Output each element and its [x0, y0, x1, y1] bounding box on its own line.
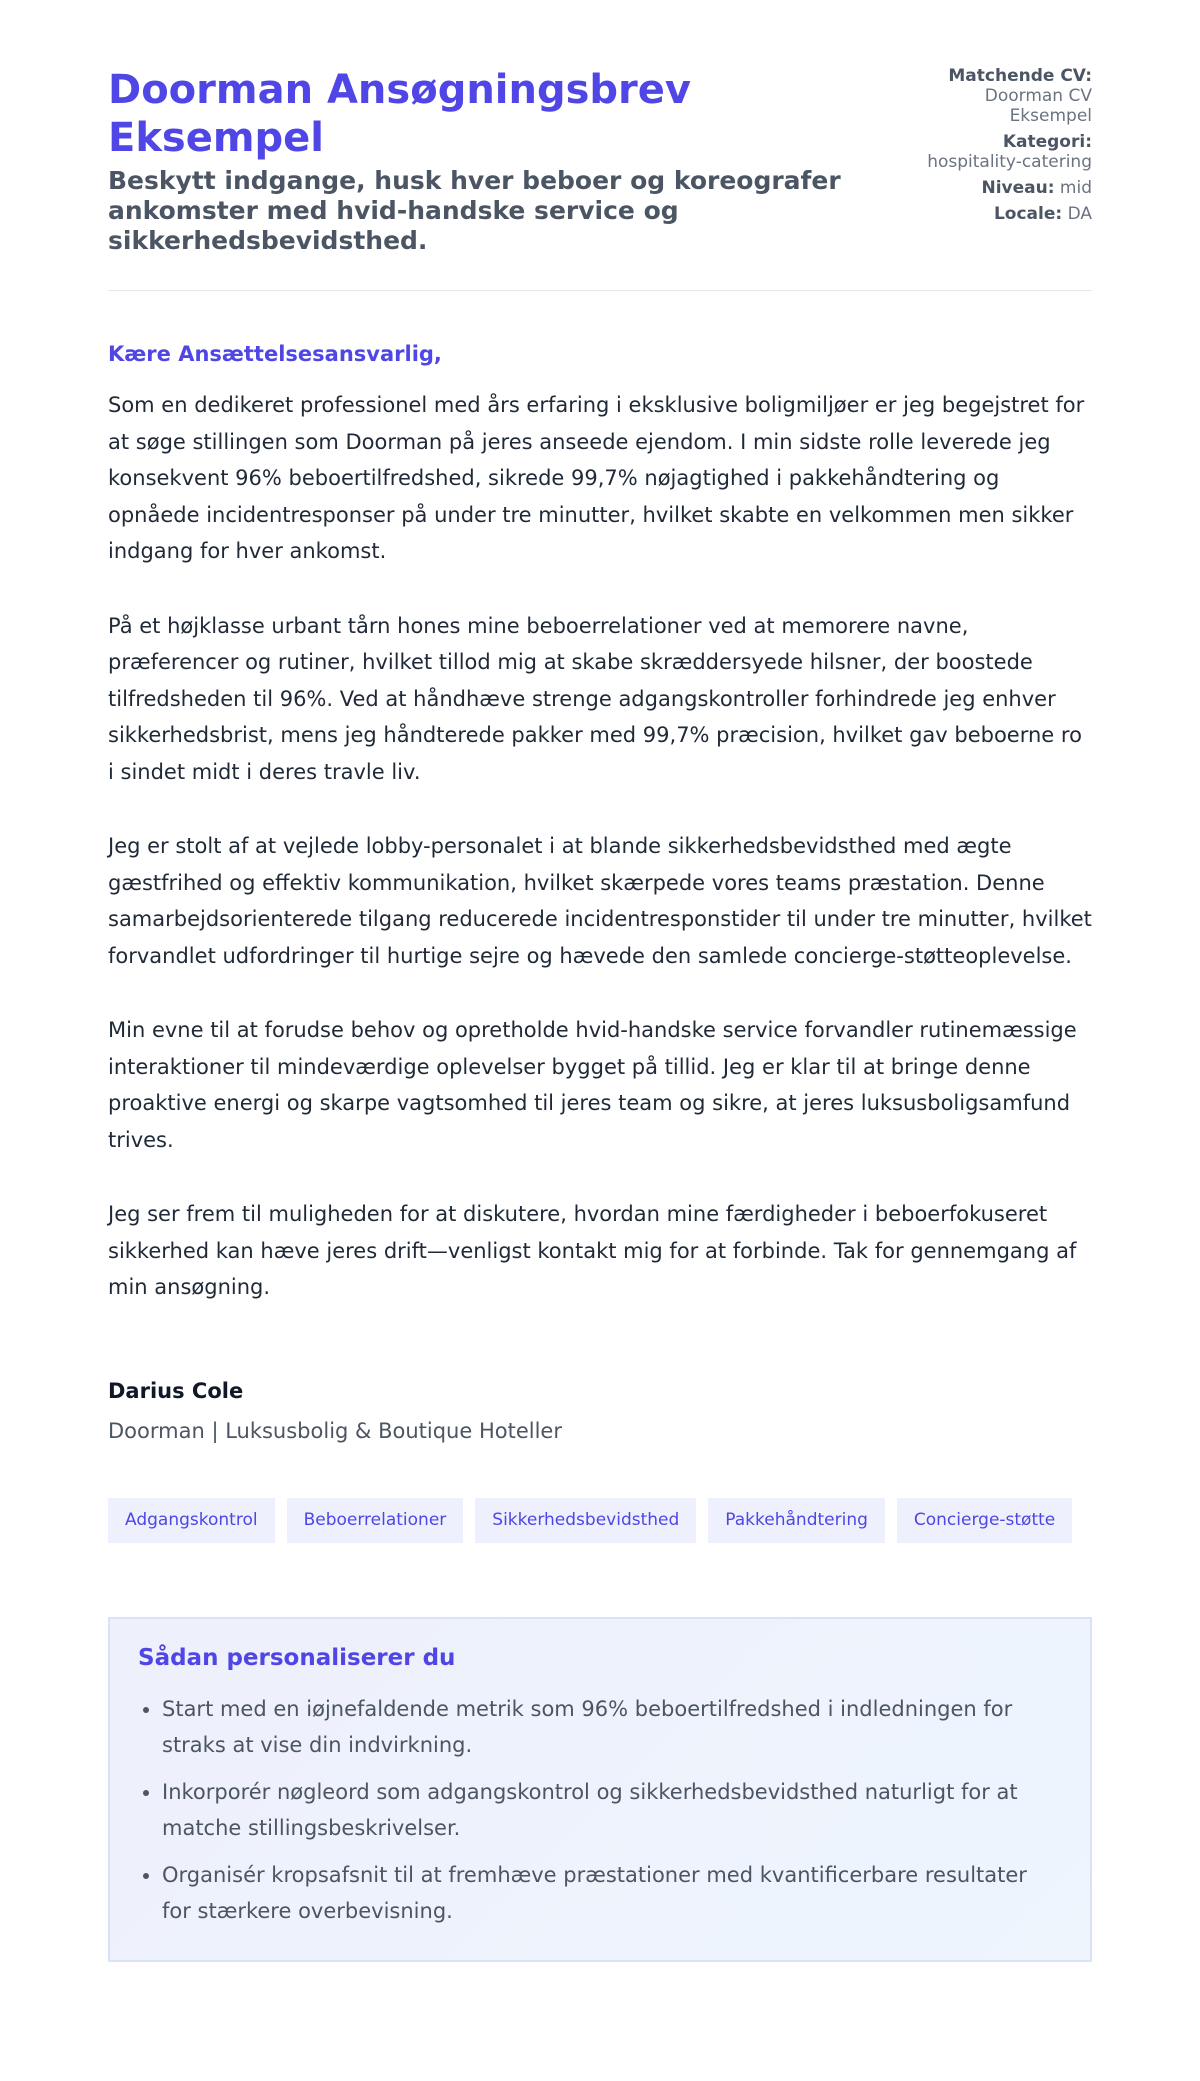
- letter-paragraph: Som en dedikeret professionel med års erfaring i eksklusive boligmiljøer er jeg begejstret for at søge stillingen som Doorman på jeres anseede ejendom. I min sidste rolle leverede jeg konsekvent 96% beboertilfredshed, sikrede 99,7% nøjagtighed i pakkehåndtering og opnåede incidentresponser på under tre minutter, hvilket skabte en velkommen men sikker indgang for hver ankomst.: [108, 393, 1085, 563]
- meta-category-label: Kategori:: [1002, 132, 1092, 152]
- tip-item: • Organisér kropsafsnit til at fremhæve præstationer med kvantificerbare resultater for stærkere overbevisning.: [162, 1857, 1062, 1930]
- page-title: Doorman Ansøgningsbrev Eksempel: [108, 67, 691, 161]
- skill-tag: Beboerrelationer: [287, 1498, 464, 1543]
- signature-title: Doorman | Luksusbolig & Boutique Hoteller: [108, 1418, 562, 1443]
- meta-category: [912, 132, 1092, 172]
- skill-tags: [108, 1498, 1092, 1543]
- meta-panel: [912, 66, 1092, 230]
- tips-title: Sådan personaliserer du: [138, 1644, 456, 1671]
- meta-locale: [912, 204, 1092, 224]
- meta-locale-label: Locale:: [993, 204, 1063, 224]
- tips-list: [138, 1691, 1062, 1930]
- skill-tag: Adgangskontrol: [108, 1498, 275, 1543]
- personalization-tips-box: [108, 1617, 1092, 1962]
- skill-tag: Concierge-støtte: [897, 1498, 1072, 1543]
- meta-level-value: mid: [1059, 178, 1092, 198]
- letter-greeting: Kære Ansættelsesansvarlig,: [108, 342, 442, 366]
- letter-paragraph: Jeg ser frem til muligheden for at diskutere, hvordan mine færdigheder i beboerfokuseret sikkerhed kan hæve jeres drift—venligst kontakt mig for at forbinde. Tak for gennemgang af min ansøgning.: [108, 1202, 1077, 1299]
- letter-paragraph: Min evne til at forudse behov og opretholde hvid-handske service forvandler rutinemæssige interaktioner til mindeværdige oplevelser bygget på tillid. Jeg er klar til at bringe denne proaktive energi og skarpe vagtsomhed til jeres team og sikre, at jeres luksusboligsamfund trives.: [108, 1018, 1077, 1152]
- meta-locale-value: DA: [1067, 204, 1092, 224]
- meta-cv-value: Doorman CV Eksempel: [984, 86, 1092, 126]
- meta-category-value: hospitality-catering: [927, 152, 1092, 172]
- signature-name: Darius Cole: [108, 1378, 244, 1403]
- skill-tag: Sikkerhedsbevidsthed: [475, 1498, 696, 1543]
- tip-item: • Inkorporér nøgleord som adgangskontrol og sikkerhedsbevidsthed naturligt for at matche stillingsbeskrivelser.: [162, 1774, 1062, 1847]
- title-block: [108, 66, 908, 256]
- meta-cv-label: Matchende CV:: [948, 66, 1092, 86]
- header-divider: [108, 290, 1092, 291]
- tip-item: • Start med en iøjnefaldende metrik som 96% beboertilfredshed i indledningen for straks at vise din indvirkning.: [162, 1691, 1062, 1764]
- skill-tag: Pakkehåndtering: [708, 1498, 885, 1543]
- meta-cv: [912, 66, 1092, 126]
- header: [108, 0, 1092, 256]
- page-subtitle: Beskytt indgange, husk hver beboer og koreografer ankomster med hvid-handske service og sikkerhedsbevidsthed.: [108, 166, 841, 255]
- meta-level-label: Niveau:: [981, 178, 1055, 198]
- letter-paragraph: Jeg er stolt af at vejlede lobby-personalet i at blande sikkerhedsbevidsthed med ægte gæstfrihed og effektiv kommunikation, hvilket skærpede vores teams præstation. Denne samarbejdsorienterede tilgang reducerede incidentresponstider til under tre minutter, hvilket forvandlet udfordringer til hurtige sejre og hævede den samlede concierge-støtteoplevelse.: [108, 834, 1092, 968]
- letter-paragraph: På et højklasse urbant tårn hones mine beboerrelationer ved at memorere navne, præferencer og rutiner, hvilket tillod mig at skabe skræddersyede hilsner, der boostede tilfredsheden til 96%. Ved at håndhæve strenge adgangskontroller forhindrede jeg enhver sikkerhedsbrist, mens jeg håndterede pakker med 99,7% præcision, hvilket gav beboerne ro i sindet midt i deres travle liv.: [108, 613, 1082, 784]
- meta-level: [912, 178, 1092, 198]
